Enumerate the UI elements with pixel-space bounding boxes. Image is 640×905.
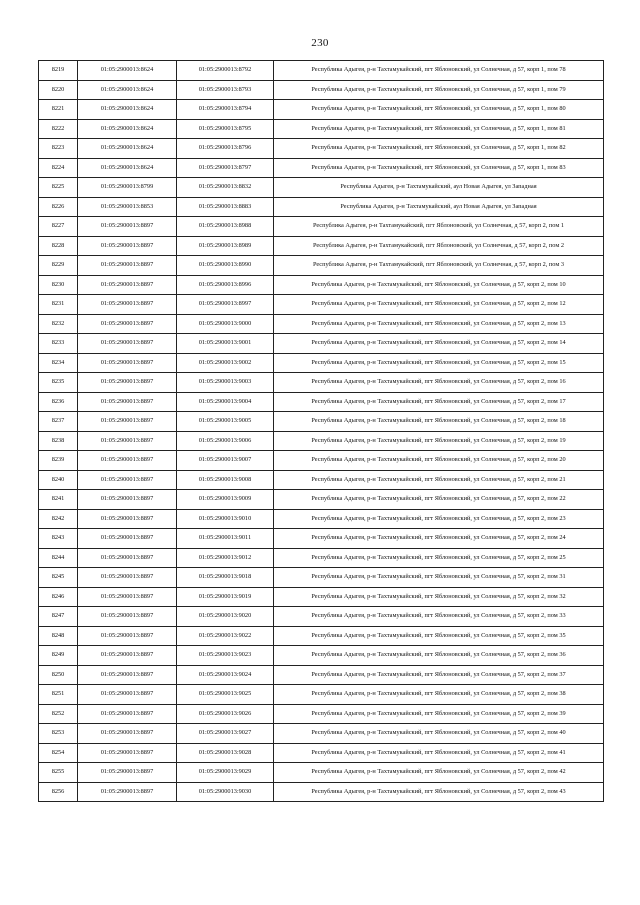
row-number-cell: 8227 [39,217,78,237]
table-row [39,724,604,744]
parent-cadastral-number-cell: 01:05:2900013:8897 [78,353,177,373]
table-row [39,197,604,217]
row-number-cell: 8220 [39,80,78,100]
row-number-cell: 8230 [39,275,78,295]
address-cell: Республика Адыгея, р-н Тахтамукайский, аул Новая Адыгея, ул Западная [274,197,604,217]
address-cell: Республика Адыгея, р-н Тахтамукайский, аул Новая Адыгея, ул Западная [274,178,604,198]
cadastral-number-cell: 01:05:2900013:9001 [177,334,274,354]
row-number-cell: 8247 [39,607,78,627]
row-number-cell: 8233 [39,334,78,354]
row-number-cell: 8231 [39,295,78,315]
table-row [39,470,604,490]
cadastral-number-cell: 01:05:2900013:9028 [177,743,274,763]
parent-cadastral-number-cell: 01:05:2900013:8624 [78,61,177,81]
address-cell: Республика Адыгея, р-н Тахтамукайский, пгт Яблоновский, ул Солнечная, д 57, корп 2, пом 14 [274,334,604,354]
parent-cadastral-number-cell: 01:05:2900013:8897 [78,743,177,763]
address-cell: Республика Адыгея, р-н Тахтамукайский, пгт Яблоновский, ул Солнечная, д 57, корп 2, пом 43 [274,782,604,802]
row-number-cell: 8237 [39,412,78,432]
row-number-cell: 8248 [39,626,78,646]
table-row [39,665,604,685]
table-row [39,334,604,354]
address-cell: Республика Адыгея, р-н Тахтамукайский, пгт Яблоновский, ул Солнечная, д 57, корп 2, пом 17 [274,392,604,412]
table-row [39,626,604,646]
cadastral-number-cell: 01:05:2900013:8832 [177,178,274,198]
cadastral-number-cell: 01:05:2900013:9009 [177,490,274,510]
row-number-cell: 8252 [39,704,78,724]
table-row [39,236,604,256]
row-number-cell: 8243 [39,529,78,549]
address-cell: Республика Адыгея, р-н Тахтамукайский, пгт Яблоновский, ул Солнечная, д 57, корп 2, пом 19 [274,431,604,451]
row-number-cell: 8226 [39,197,78,217]
cadastral-number-cell: 01:05:2900013:9004 [177,392,274,412]
cadastral-number-cell: 01:05:2900013:9020 [177,607,274,627]
cadastral-number-cell: 01:05:2900013:9005 [177,412,274,432]
table-row [39,80,604,100]
cadastral-number-cell: 01:05:2900013:9018 [177,568,274,588]
parent-cadastral-number-cell: 01:05:2900013:8897 [78,431,177,451]
parent-cadastral-number-cell: 01:05:2900013:8897 [78,665,177,685]
row-number-cell: 8234 [39,353,78,373]
address-cell: Республика Адыгея, р-н Тахтамукайский, пгт Яблоновский, ул Солнечная, д 57, корп 2, пом 24 [274,529,604,549]
row-number-cell: 8251 [39,685,78,705]
table-row [39,548,604,568]
row-number-cell: 8254 [39,743,78,763]
parent-cadastral-number-cell: 01:05:2900013:8624 [78,100,177,120]
table-row [39,412,604,432]
table-row [39,509,604,529]
cadastral-number-cell: 01:05:2900013:9006 [177,431,274,451]
row-number-cell: 8250 [39,665,78,685]
address-cell: Республика Адыгея, р-н Тахтамукайский, пгт Яблоновский, ул Солнечная, д 57, корп 2, пом 42 [274,763,604,783]
cadastral-number-cell: 01:05:2900013:8989 [177,236,274,256]
table-row [39,217,604,237]
cadastral-number-cell: 01:05:2900013:8794 [177,100,274,120]
cadastral-number-cell: 01:05:2900013:9003 [177,373,274,393]
registry-table-body [39,61,604,802]
address-cell: Республика Адыгея, р-н Тахтамукайский, пгт Яблоновский, ул Солнечная, д 57, корп 1, пом 80 [274,100,604,120]
cadastral-number-cell: 01:05:2900013:8883 [177,197,274,217]
cadastral-number-cell: 01:05:2900013:8990 [177,256,274,276]
parent-cadastral-number-cell: 01:05:2900013:8897 [78,412,177,432]
row-number-cell: 8236 [39,392,78,412]
row-number-cell: 8256 [39,782,78,802]
row-number-cell: 8240 [39,470,78,490]
parent-cadastral-number-cell: 01:05:2900013:8897 [78,685,177,705]
table-row [39,119,604,139]
address-cell: Республика Адыгея, р-н Тахтамукайский, пгт Яблоновский, ул Солнечная, д 57, корп 1, пом 79 [274,80,604,100]
address-cell: Республика Адыгея, р-н Тахтамукайский, пгт Яблоновский, ул Солнечная, д 57, корп 1, пом 78 [274,61,604,81]
address-cell: Республика Адыгея, р-н Тахтамукайский, пгт Яблоновский, ул Солнечная, д 57, корп 2, пом 3 [274,256,604,276]
cadastral-number-cell: 01:05:2900013:9026 [177,704,274,724]
table-row [39,158,604,178]
address-cell: Республика Адыгея, р-н Тахтамукайский, пгт Яблоновский, ул Солнечная, д 57, корп 2, пом 16 [274,373,604,393]
parent-cadastral-number-cell: 01:05:2900013:8624 [78,80,177,100]
table-row [39,275,604,295]
table-row [39,607,604,627]
address-cell: Республика Адыгея, р-н Тахтамукайский, пгт Яблоновский, ул Солнечная, д 57, корп 2, пом 1 [274,217,604,237]
parent-cadastral-number-cell: 01:05:2900013:8897 [78,548,177,568]
table-row [39,373,604,393]
page-number: 230 [311,37,329,49]
parent-cadastral-number-cell: 01:05:2900013:8897 [78,256,177,276]
cadastral-number-cell: 01:05:2900013:9029 [177,763,274,783]
parent-cadastral-number-cell: 01:05:2900013:8897 [78,607,177,627]
address-cell: Республика Адыгея, р-н Тахтамукайский, пгт Яблоновский, ул Солнечная, д 57, корп 2, пом 25 [274,548,604,568]
cadastral-number-cell: 01:05:2900013:8988 [177,217,274,237]
parent-cadastral-number-cell: 01:05:2900013:8897 [78,529,177,549]
cadastral-number-cell: 01:05:2900013:9011 [177,529,274,549]
table-row [39,431,604,451]
table-row [39,451,604,471]
parent-cadastral-number-cell: 01:05:2900013:8799 [78,178,177,198]
row-number-cell: 8219 [39,61,78,81]
parent-cadastral-number-cell: 01:05:2900013:8897 [78,295,177,315]
parent-cadastral-number-cell: 01:05:2900013:8897 [78,236,177,256]
parent-cadastral-number-cell: 01:05:2900013:8624 [78,158,177,178]
parent-cadastral-number-cell: 01:05:2900013:8897 [78,470,177,490]
row-number-cell: 8239 [39,451,78,471]
table-row [39,392,604,412]
table-row [39,743,604,763]
address-cell: Республика Адыгея, р-н Тахтамукайский, пгт Яблоновский, ул Солнечная, д 57, корп 2, пом 22 [274,490,604,510]
address-cell: Республика Адыгея, р-н Тахтамукайский, пгт Яблоновский, ул Солнечная, д 57, корп 2, пом 41 [274,743,604,763]
table-row [39,587,604,607]
parent-cadastral-number-cell: 01:05:2900013:8897 [78,451,177,471]
cadastral-number-cell: 01:05:2900013:9022 [177,626,274,646]
cadastral-number-cell: 01:05:2900013:8997 [177,295,274,315]
row-number-cell: 8225 [39,178,78,198]
row-number-cell: 8242 [39,509,78,529]
cadastral-number-cell: 01:05:2900013:9019 [177,587,274,607]
table-row [39,529,604,549]
table-row [39,314,604,334]
cadastral-number-cell: 01:05:2900013:8795 [177,119,274,139]
row-number-cell: 8232 [39,314,78,334]
row-number-cell: 8228 [39,236,78,256]
parent-cadastral-number-cell: 01:05:2900013:8897 [78,782,177,802]
table-row [39,704,604,724]
cadastral-number-cell: 01:05:2900013:9025 [177,685,274,705]
table-row [39,490,604,510]
address-cell: Республика Адыгея, р-н Тахтамукайский, пгт Яблоновский, ул Солнечная, д 57, корп 2, пом 10 [274,275,604,295]
row-number-cell: 8244 [39,548,78,568]
cadastral-number-cell: 01:05:2900013:9007 [177,451,274,471]
parent-cadastral-number-cell: 01:05:2900013:8897 [78,763,177,783]
address-cell: Республика Адыгея, р-н Тахтамукайский, пгт Яблоновский, ул Солнечная, д 57, корп 2, пом 39 [274,704,604,724]
cadastral-number-cell: 01:05:2900013:9023 [177,646,274,666]
cadastral-number-cell: 01:05:2900013:9027 [177,724,274,744]
address-cell: Республика Адыгея, р-н Тахтамукайский, пгт Яблоновский, ул Солнечная, д 57, корп 2, пом 36 [274,646,604,666]
table-row [39,178,604,198]
cadastral-number-cell: 01:05:2900013:9008 [177,470,274,490]
table-row [39,782,604,802]
parent-cadastral-number-cell: 01:05:2900013:8897 [78,568,177,588]
cadastral-number-cell: 01:05:2900013:8792 [177,61,274,81]
table-row [39,256,604,276]
cadastral-number-cell: 01:05:2900013:8996 [177,275,274,295]
cadastral-number-cell: 01:05:2900013:9030 [177,782,274,802]
address-cell: Республика Адыгея, р-н Тахтамукайский, пгт Яблоновский, ул Солнечная, д 57, корп 2, пом 20 [274,451,604,471]
cadastral-number-cell: 01:05:2900013:9000 [177,314,274,334]
row-number-cell: 8255 [39,763,78,783]
address-cell: Республика Адыгея, р-н Тахтамукайский, пгт Яблоновский, ул Солнечная, д 57, корп 2, пом 15 [274,353,604,373]
address-cell: Республика Адыгея, р-н Тахтамукайский, пгт Яблоновский, ул Солнечная, д 57, корп 2, пом 21 [274,470,604,490]
address-cell: Республика Адыгея, р-н Тахтамукайский, пгт Яблоновский, ул Солнечная, д 57, корп 2, пом 12 [274,295,604,315]
table-row [39,139,604,159]
address-cell: Республика Адыгея, р-н Тахтамукайский, пгт Яблоновский, ул Солнечная, д 57, корп 2, пом 32 [274,587,604,607]
cadastral-number-cell: 01:05:2900013:8793 [177,80,274,100]
address-cell: Республика Адыгея, р-н Тахтамукайский, пгт Яблоновский, ул Солнечная, д 57, корп 2, пом 35 [274,626,604,646]
cadastral-number-cell: 01:05:2900013:9012 [177,548,274,568]
address-cell: Республика Адыгея, р-н Тахтамукайский, пгт Яблоновский, ул Солнечная, д 57, корп 2, пом 33 [274,607,604,627]
cadastral-number-cell: 01:05:2900013:8797 [177,158,274,178]
parent-cadastral-number-cell: 01:05:2900013:8897 [78,490,177,510]
row-number-cell: 8235 [39,373,78,393]
registry-table [38,60,604,802]
table-row [39,646,604,666]
cadastral-number-cell: 01:05:2900013:9024 [177,665,274,685]
row-number-cell: 8249 [39,646,78,666]
row-number-cell: 8222 [39,119,78,139]
row-number-cell: 8241 [39,490,78,510]
row-number-cell: 8229 [39,256,78,276]
table-row [39,763,604,783]
table-row [39,685,604,705]
parent-cadastral-number-cell: 01:05:2900013:8897 [78,509,177,529]
row-number-cell: 8223 [39,139,78,159]
address-cell: Республика Адыгея, р-н Тахтамукайский, пгт Яблоновский, ул Солнечная, д 57, корп 1, пом 83 [274,158,604,178]
cadastral-number-cell: 01:05:2900013:9010 [177,509,274,529]
row-number-cell: 8238 [39,431,78,451]
parent-cadastral-number-cell: 01:05:2900013:8853 [78,197,177,217]
parent-cadastral-number-cell: 01:05:2900013:8624 [78,119,177,139]
table-row [39,61,604,81]
row-number-cell: 8253 [39,724,78,744]
row-number-cell: 8221 [39,100,78,120]
parent-cadastral-number-cell: 01:05:2900013:8897 [78,275,177,295]
parent-cadastral-number-cell: 01:05:2900013:8897 [78,646,177,666]
row-number-cell: 8245 [39,568,78,588]
parent-cadastral-number-cell: 01:05:2900013:8897 [78,314,177,334]
parent-cadastral-number-cell: 01:05:2900013:8897 [78,392,177,412]
address-cell: Республика Адыгея, р-н Тахтамукайский, пгт Яблоновский, ул Солнечная, д 57, корп 2, пом 18 [274,412,604,432]
parent-cadastral-number-cell: 01:05:2900013:8897 [78,334,177,354]
parent-cadastral-number-cell: 01:05:2900013:8897 [78,217,177,237]
row-number-cell: 8246 [39,587,78,607]
address-cell: Республика Адыгея, р-н Тахтамукайский, пгт Яблоновский, ул Солнечная, д 57, корп 2, пом 13 [274,314,604,334]
table-row [39,568,604,588]
table-row [39,100,604,120]
parent-cadastral-number-cell: 01:05:2900013:8897 [78,587,177,607]
address-cell: Республика Адыгея, р-н Тахтамукайский, пгт Яблоновский, ул Солнечная, д 57, корп 2, пом 37 [274,665,604,685]
parent-cadastral-number-cell: 01:05:2900013:8624 [78,139,177,159]
address-cell: Республика Адыгея, р-н Тахтамукайский, пгт Яблоновский, ул Солнечная, д 57, корп 2, пом 2 [274,236,604,256]
address-cell: Республика Адыгея, р-н Тахтамукайский, пгт Яблоновский, ул Солнечная, д 57, корп 2, пом 23 [274,509,604,529]
table-row [39,295,604,315]
cadastral-number-cell: 01:05:2900013:9002 [177,353,274,373]
cadastral-number-cell: 01:05:2900013:8796 [177,139,274,159]
parent-cadastral-number-cell: 01:05:2900013:8897 [78,373,177,393]
address-cell: Республика Адыгея, р-н Тахтамукайский, пгт Яблоновский, ул Солнечная, д 57, корп 1, пом 81 [274,119,604,139]
parent-cadastral-number-cell: 01:05:2900013:8897 [78,626,177,646]
address-cell: Республика Адыгея, р-н Тахтамукайский, пгт Яблоновский, ул Солнечная, д 57, корп 1, пом 82 [274,139,604,159]
table-row [39,353,604,373]
parent-cadastral-number-cell: 01:05:2900013:8897 [78,724,177,744]
row-number-cell: 8224 [39,158,78,178]
parent-cadastral-number-cell: 01:05:2900013:8897 [78,704,177,724]
address-cell: Республика Адыгея, р-н Тахтамукайский, пгт Яблоновский, ул Солнечная, д 57, корп 2, пом 31 [274,568,604,588]
address-cell: Республика Адыгея, р-н Тахтамукайский, пгт Яблоновский, ул Солнечная, д 57, корп 2, пом 38 [274,685,604,705]
address-cell: Республика Адыгея, р-н Тахтамукайский, пгт Яблоновский, ул Солнечная, д 57, корп 2, пом 40 [274,724,604,744]
